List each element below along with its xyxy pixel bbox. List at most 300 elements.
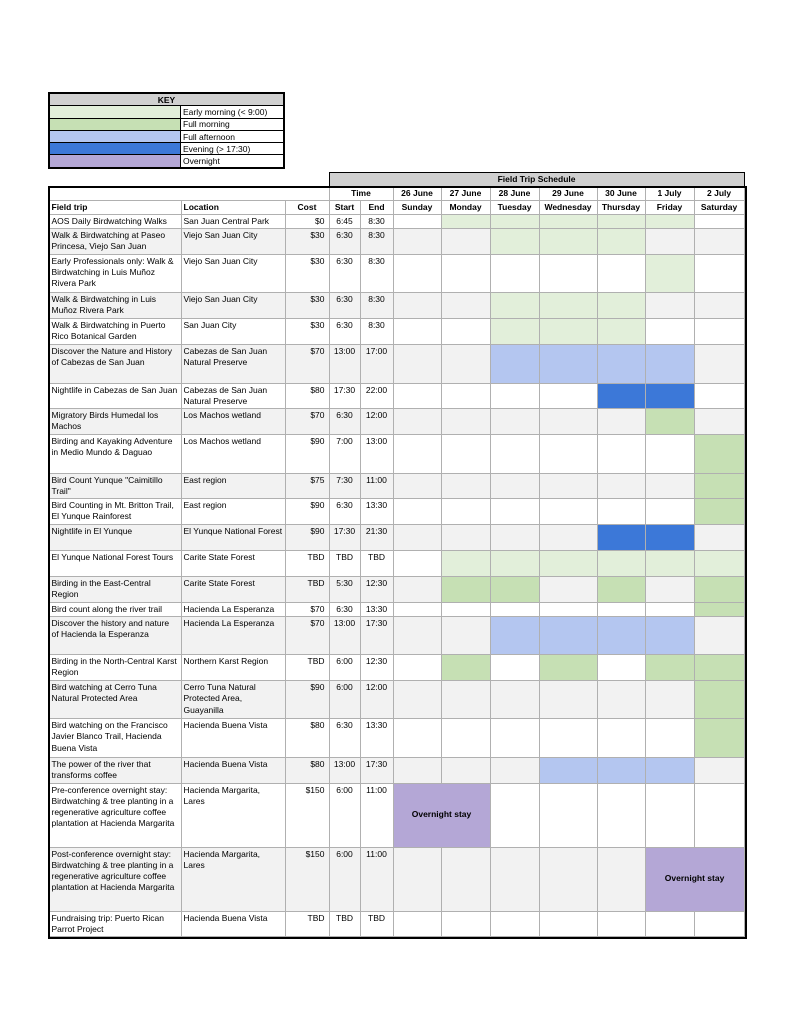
day-cell xyxy=(597,499,645,525)
trip-cost: $90 xyxy=(285,681,329,719)
trip-cost: $70 xyxy=(285,617,329,655)
trip-end: TBD xyxy=(360,551,393,577)
trip-cost: $0 xyxy=(285,215,329,229)
day-cell xyxy=(694,293,744,319)
overnight-stay-cell: Overnight stay xyxy=(393,783,490,847)
table-row xyxy=(49,603,744,617)
day-cell xyxy=(597,617,645,655)
day-cell xyxy=(694,603,744,617)
day-cell xyxy=(490,229,539,255)
trip-location: Viejo San Juan City xyxy=(181,229,285,255)
table-row xyxy=(49,255,744,293)
day-cell xyxy=(539,551,597,577)
day-cell xyxy=(441,603,490,617)
day-cell xyxy=(645,911,694,936)
day-cell xyxy=(645,229,694,255)
trip-cost: $90 xyxy=(285,525,329,551)
trip-start: 6:00 xyxy=(329,681,360,719)
trip-location: Los Machos wetland xyxy=(181,409,285,435)
day-cell xyxy=(597,229,645,255)
trip-name: Bird watching on the Francisco Javier Blanco Trail, Hacienda Buena Vista xyxy=(49,719,181,758)
day-cell xyxy=(645,603,694,617)
trip-cost: TBD xyxy=(285,655,329,681)
trip-location: Hacienda Buena Vista xyxy=(181,719,285,758)
day-cell xyxy=(539,783,597,847)
day-cell xyxy=(645,345,694,384)
trip-cost: $30 xyxy=(285,255,329,293)
trip-end: 11:00 xyxy=(360,474,393,499)
table-row xyxy=(49,293,744,319)
table-row xyxy=(49,911,744,936)
trip-location: East region xyxy=(181,474,285,499)
day-date: 28 June xyxy=(490,187,539,201)
trip-cost: $70 xyxy=(285,345,329,384)
day-cell xyxy=(441,719,490,758)
day-cell xyxy=(694,319,744,345)
key-row xyxy=(49,155,284,168)
trip-start: 6:00 xyxy=(329,783,360,847)
key-row xyxy=(49,143,284,155)
trip-location: Northern Karst Region xyxy=(181,655,285,681)
day-cell xyxy=(645,499,694,525)
trip-end: 12:00 xyxy=(360,681,393,719)
day-cell xyxy=(597,681,645,719)
day-cell xyxy=(539,319,597,345)
table-row xyxy=(49,345,744,384)
day-cell xyxy=(645,215,694,229)
day-date: 30 June xyxy=(597,187,645,201)
day-cell xyxy=(393,719,441,758)
day-cell xyxy=(393,655,441,681)
table-row xyxy=(49,551,744,577)
trip-location: Hacienda Buena Vista xyxy=(181,758,285,783)
trip-start: 6:00 xyxy=(329,847,360,911)
day-cell xyxy=(645,255,694,293)
schedule-title: Field Trip Schedule xyxy=(329,173,744,187)
day-weekday: Thursday xyxy=(597,201,645,215)
day-cell xyxy=(393,255,441,293)
day-cell xyxy=(441,577,490,603)
table-row xyxy=(49,229,744,255)
trip-name: Birding in the East-Central Region xyxy=(49,577,181,603)
trip-end: 13:30 xyxy=(360,499,393,525)
trip-name: Nightlife in El Yunque xyxy=(49,525,181,551)
table-row xyxy=(49,577,744,603)
day-cell xyxy=(539,655,597,681)
day-cell xyxy=(539,384,597,409)
table-row xyxy=(49,525,744,551)
day-cell xyxy=(539,681,597,719)
day-cell xyxy=(393,758,441,783)
trip-start: 6:30 xyxy=(329,603,360,617)
day-cell xyxy=(539,293,597,319)
trip-cost: $90 xyxy=(285,499,329,525)
day-cell xyxy=(539,435,597,474)
table-row xyxy=(49,474,744,499)
trip-start: 6:30 xyxy=(329,319,360,345)
trip-start: 13:00 xyxy=(329,345,360,384)
header-spacer xyxy=(49,187,329,201)
trip-end: 8:30 xyxy=(360,293,393,319)
day-cell xyxy=(645,319,694,345)
day-weekday: Sunday xyxy=(393,201,441,215)
day-cell xyxy=(539,617,597,655)
key-row xyxy=(49,118,284,130)
day-cell xyxy=(393,215,441,229)
day-cell xyxy=(393,617,441,655)
day-cell xyxy=(539,758,597,783)
day-cell xyxy=(441,215,490,229)
trip-start: TBD xyxy=(329,551,360,577)
day-cell xyxy=(645,474,694,499)
trip-end: 13:00 xyxy=(360,435,393,474)
day-cell xyxy=(490,474,539,499)
day-cell xyxy=(441,319,490,345)
table-row xyxy=(49,783,744,847)
trip-start: 6:30 xyxy=(329,229,360,255)
day-cell xyxy=(597,577,645,603)
trip-name: Migratory Birds Humedal los Machos xyxy=(49,409,181,435)
key-swatch-overnight xyxy=(49,155,181,168)
trip-name: Walk & Birdwatching at Paseo Princesa, Viejo San Juan xyxy=(49,229,181,255)
day-cell xyxy=(490,215,539,229)
day-cell xyxy=(597,783,645,847)
day-cell xyxy=(490,499,539,525)
day-cell xyxy=(694,551,744,577)
trip-start: 13:00 xyxy=(329,758,360,783)
day-cell xyxy=(441,617,490,655)
day-cell xyxy=(645,435,694,474)
key-label: Full afternoon xyxy=(181,130,285,142)
day-cell xyxy=(490,409,539,435)
trip-name: Birding and Kayaking Adventure in Medio Mundo & Daguao xyxy=(49,435,181,474)
trip-cost: $75 xyxy=(285,474,329,499)
day-cell xyxy=(645,384,694,409)
day-cell xyxy=(393,474,441,499)
day-cell xyxy=(694,345,744,384)
day-cell xyxy=(645,551,694,577)
day-cell xyxy=(645,655,694,681)
trip-location: East region xyxy=(181,499,285,525)
trip-end: 11:00 xyxy=(360,783,393,847)
day-cell xyxy=(539,603,597,617)
day-cell xyxy=(539,499,597,525)
day-cell xyxy=(597,384,645,409)
day-cell xyxy=(539,577,597,603)
day-cell xyxy=(441,655,490,681)
day-date: 27 June xyxy=(441,187,490,201)
trip-name: Nightlife in Cabezas de San Juan xyxy=(49,384,181,409)
day-cell xyxy=(393,525,441,551)
trip-cost: $30 xyxy=(285,229,329,255)
day-cell xyxy=(694,577,744,603)
day-cell xyxy=(539,474,597,499)
day-cell xyxy=(645,409,694,435)
col-header-cost: Cost xyxy=(285,201,329,215)
day-cell xyxy=(694,474,744,499)
day-cell xyxy=(441,255,490,293)
day-cell xyxy=(441,911,490,936)
day-cell xyxy=(645,719,694,758)
table-row xyxy=(49,758,744,783)
table-row xyxy=(49,319,744,345)
day-cell xyxy=(597,719,645,758)
trip-location: Cabezas de San Juan Natural Preserve xyxy=(181,384,285,409)
trip-end: 8:30 xyxy=(360,255,393,293)
day-cell xyxy=(539,847,597,911)
table-row xyxy=(49,655,744,681)
day-cell xyxy=(490,525,539,551)
trip-start: 7:00 xyxy=(329,435,360,474)
trip-location: Cerro Tuna Natural Protected Area, Guayanilla xyxy=(181,681,285,719)
day-cell xyxy=(597,474,645,499)
day-cell xyxy=(441,758,490,783)
day-cell xyxy=(490,551,539,577)
day-cell xyxy=(597,255,645,293)
table-row xyxy=(49,435,744,474)
trip-name: Bird count along the river trail xyxy=(49,603,181,617)
trip-cost: $70 xyxy=(285,409,329,435)
trip-location: El Yunque National Forest xyxy=(181,525,285,551)
day-cell xyxy=(441,345,490,384)
table-row xyxy=(49,847,744,911)
day-cell xyxy=(539,229,597,255)
trip-name: Birding in the North-Central Karst Region xyxy=(49,655,181,681)
col-header-end: End xyxy=(360,201,393,215)
day-cell xyxy=(490,293,539,319)
day-cell xyxy=(441,847,490,911)
trip-name: Pre-conference overnight stay: Birdwatching & tree planting in a regenerative agriculture coffee plantation at Hacienda Margarita xyxy=(49,783,181,847)
trip-name: Walk & Birdwatching in Luis Muñoz Rivera Park xyxy=(49,293,181,319)
day-date: 26 June xyxy=(393,187,441,201)
trip-name: Bird Counting in Mt. Britton Trail, El Yunque Rainforest xyxy=(49,499,181,525)
day-cell xyxy=(441,525,490,551)
trip-start: 6:30 xyxy=(329,409,360,435)
day-cell xyxy=(694,617,744,655)
trip-cost: $80 xyxy=(285,758,329,783)
trip-start: 6:30 xyxy=(329,293,360,319)
day-cell xyxy=(539,911,597,936)
trip-start: 6:30 xyxy=(329,499,360,525)
day-cell xyxy=(393,551,441,577)
trip-cost: $90 xyxy=(285,435,329,474)
day-cell xyxy=(490,435,539,474)
trip-name: El Yunque National Forest Tours xyxy=(49,551,181,577)
key-title: KEY xyxy=(49,93,284,106)
trip-location: Hacienda Margarita, Lares xyxy=(181,847,285,911)
day-cell xyxy=(694,255,744,293)
day-cell xyxy=(393,229,441,255)
trip-name: Walk & Birdwatching in Puerto Rico Botanical Garden xyxy=(49,319,181,345)
day-cell xyxy=(490,603,539,617)
day-cell xyxy=(694,215,744,229)
day-weekday: Saturday xyxy=(694,201,744,215)
trip-name: Bird watching at Cerro Tuna Natural Protected Area xyxy=(49,681,181,719)
trip-cost: TBD xyxy=(285,911,329,936)
day-cell xyxy=(694,911,744,936)
day-cell xyxy=(694,499,744,525)
day-cell xyxy=(539,525,597,551)
trip-end: 12:30 xyxy=(360,577,393,603)
day-cell xyxy=(597,215,645,229)
header-spacer xyxy=(49,173,329,187)
day-cell xyxy=(645,525,694,551)
day-cell xyxy=(597,319,645,345)
trip-cost: $30 xyxy=(285,293,329,319)
day-cell xyxy=(393,409,441,435)
col-header-start: Start xyxy=(329,201,360,215)
day-date: 29 June xyxy=(539,187,597,201)
day-cell xyxy=(694,384,744,409)
day-cell xyxy=(539,409,597,435)
day-cell xyxy=(393,293,441,319)
day-cell xyxy=(441,474,490,499)
day-cell xyxy=(645,617,694,655)
day-cell xyxy=(441,499,490,525)
key-label: Full morning xyxy=(181,118,285,130)
trip-end: 8:30 xyxy=(360,215,393,229)
day-cell xyxy=(490,847,539,911)
trip-end: TBD xyxy=(360,911,393,936)
day-cell xyxy=(490,384,539,409)
day-cell xyxy=(393,499,441,525)
day-cell xyxy=(441,435,490,474)
day-cell xyxy=(597,435,645,474)
day-cell xyxy=(597,525,645,551)
day-cell xyxy=(393,384,441,409)
trip-start: 6:00 xyxy=(329,655,360,681)
day-cell xyxy=(694,525,744,551)
table-row xyxy=(49,499,744,525)
trip-location: Hacienda Buena Vista xyxy=(181,911,285,936)
day-cell xyxy=(645,758,694,783)
day-cell xyxy=(597,911,645,936)
day-cell xyxy=(597,345,645,384)
trip-start: 17:30 xyxy=(329,384,360,409)
day-cell xyxy=(597,293,645,319)
day-cell xyxy=(490,617,539,655)
day-cell xyxy=(597,847,645,911)
key-row xyxy=(49,106,284,118)
day-cell xyxy=(539,215,597,229)
trip-cost: $30 xyxy=(285,319,329,345)
table-row xyxy=(49,617,744,655)
day-cell xyxy=(490,719,539,758)
day-cell xyxy=(490,681,539,719)
day-cell xyxy=(694,435,744,474)
day-cell xyxy=(694,229,744,255)
trip-location: San Juan Central Park xyxy=(181,215,285,229)
day-cell xyxy=(645,783,694,847)
key-label: Evening (> 17:30) xyxy=(181,143,285,155)
trip-end: 17:00 xyxy=(360,345,393,384)
day-cell xyxy=(490,255,539,293)
trip-end: 17:30 xyxy=(360,617,393,655)
trip-start: 7:30 xyxy=(329,474,360,499)
trip-location: Hacienda Margarita, Lares xyxy=(181,783,285,847)
day-cell xyxy=(694,758,744,783)
day-cell xyxy=(645,293,694,319)
day-cell xyxy=(393,345,441,384)
trip-cost: TBD xyxy=(285,577,329,603)
trip-name: AOS Daily Birdwatching Walks xyxy=(49,215,181,229)
field-trip-schedule-table xyxy=(48,172,745,937)
day-cell xyxy=(490,319,539,345)
trip-start: TBD xyxy=(329,911,360,936)
col-header-location: Location xyxy=(181,201,285,215)
trip-start: 6:30 xyxy=(329,719,360,758)
trip-location: Viejo San Juan City xyxy=(181,255,285,293)
day-date: 2 July xyxy=(694,187,744,201)
trip-cost: $150 xyxy=(285,783,329,847)
day-cell xyxy=(694,719,744,758)
trip-name: Fundraising trip: Puerto Rican Parrot Project xyxy=(49,911,181,936)
day-cell xyxy=(441,681,490,719)
trip-end: 8:30 xyxy=(360,229,393,255)
key-swatch-early-morning xyxy=(49,106,181,118)
trip-cost: $70 xyxy=(285,603,329,617)
table-row xyxy=(49,681,744,719)
day-cell xyxy=(441,384,490,409)
day-cell xyxy=(441,551,490,577)
day-cell xyxy=(597,655,645,681)
trip-location: Carite State Forest xyxy=(181,577,285,603)
trip-name: The power of the river that transforms coffee xyxy=(49,758,181,783)
col-header-trip: Field trip xyxy=(49,201,181,215)
day-cell xyxy=(441,293,490,319)
day-cell xyxy=(393,577,441,603)
trip-end: 13:30 xyxy=(360,719,393,758)
trip-end: 21:30 xyxy=(360,525,393,551)
schedule-body xyxy=(49,215,744,936)
trip-start: 6:30 xyxy=(329,255,360,293)
trip-end: 12:00 xyxy=(360,409,393,435)
day-cell xyxy=(694,681,744,719)
key-legend xyxy=(48,92,285,169)
day-cell xyxy=(539,345,597,384)
day-cell xyxy=(694,655,744,681)
day-cell xyxy=(490,655,539,681)
overnight-stay-cell: Overnight stay xyxy=(645,847,744,911)
table-row xyxy=(49,719,744,758)
trip-name: Discover the history and nature of Hacienda la Esperanza xyxy=(49,617,181,655)
day-cell xyxy=(441,409,490,435)
trip-location: Los Machos wetland xyxy=(181,435,285,474)
day-cell xyxy=(490,758,539,783)
time-header: Time xyxy=(329,187,393,201)
day-cell xyxy=(694,409,744,435)
key-label: Early morning (< 9:00) xyxy=(181,106,285,118)
day-cell xyxy=(597,603,645,617)
table-row xyxy=(49,409,744,435)
trip-start: 6:45 xyxy=(329,215,360,229)
trip-end: 13:30 xyxy=(360,603,393,617)
table-row xyxy=(49,384,744,409)
day-cell xyxy=(393,847,441,911)
day-cell xyxy=(597,551,645,577)
day-weekday: Friday xyxy=(645,201,694,215)
day-cell xyxy=(393,319,441,345)
trip-location: Viejo San Juan City xyxy=(181,293,285,319)
day-weekday: Tuesday xyxy=(490,201,539,215)
trip-end: 11:00 xyxy=(360,847,393,911)
day-cell xyxy=(490,345,539,384)
trip-location: Carite State Forest xyxy=(181,551,285,577)
day-cell xyxy=(539,719,597,758)
key-swatch-full-afternoon xyxy=(49,130,181,142)
day-cell xyxy=(441,229,490,255)
trip-cost: $150 xyxy=(285,847,329,911)
